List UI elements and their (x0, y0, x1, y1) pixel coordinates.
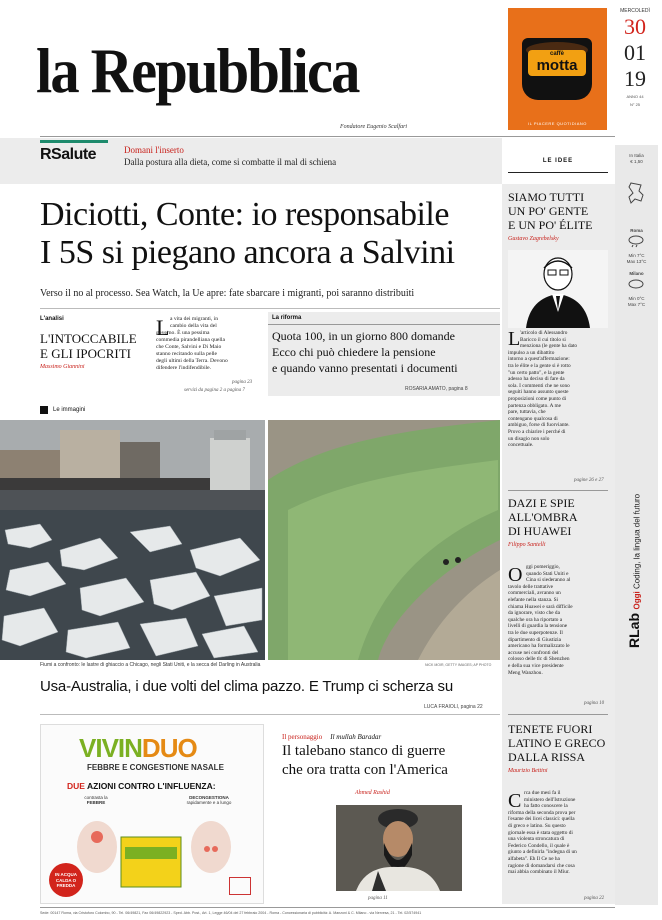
main-subhead: Verso il no al processo. Sea Watch, la Ue apre: fate sbarcare i migranti, poi saranno distribuiti (40, 288, 415, 299)
camera-icon (40, 406, 48, 414)
date-year: 19 (624, 66, 646, 91)
weather-roma-min: Min 7°C (628, 253, 645, 258)
riforma-ref[interactable]: ROSARIA AMATO, pagina 8 (405, 386, 468, 392)
vivinduo-box (121, 837, 181, 887)
riforma-title: Quota 100, in un giorno 800 domande Ecco chi può chiedere la pensione e quando vanno presentati i documenti (272, 329, 458, 375)
huawei-author: Filippo Santelli (508, 542, 546, 548)
rlab-kicker: Oggi (632, 591, 642, 610)
photo-ref[interactable]: LUCA FRAIOLI, pagina 22 (424, 704, 483, 710)
cloud-icon (615, 277, 658, 291)
rlab-promo[interactable] (620, 470, 654, 650)
photo-headline[interactable]: Usa-Australia, i due volti del clima pazzo. E Trump ci scherza su (40, 678, 453, 695)
rsalute-logo: RSalute (40, 146, 97, 163)
vivinduo-subtitle: FEBBRE E CONGESTIONE NASALE (87, 763, 224, 772)
dropcap-o: O (508, 564, 523, 586)
zagrebelsky-ref[interactable]: pagine 26 e 27 (574, 478, 604, 483)
zagrebelsky-title[interactable]: SIAMO TUTTI UN PO' GENTE E UN PO' ÉLITE (508, 190, 593, 232)
price-label: In Italia (629, 153, 644, 158)
vivinduo-logo: VIVINDUO (79, 733, 197, 763)
latino-body: rca due mesi fa il ministero dell'Istruzione ha fatto conoscere la riforma della seconda prova per l'esame dei licei classici: quella di greco e latino. Su questo giornale essa è stata oggetto di una violenta stroncatura di Federico Condello, il quale è giunto a definirla "indegna di un alfabeta". Eh Il Ce ne ha ragione di domandarsi che cosa mai abbia combinato il Miur. (508, 790, 577, 876)
main-headline[interactable] (40, 196, 505, 272)
vivinduo-claim: DUE AZIONI CONTRO L'INFLUENZA: (67, 781, 216, 791)
analysis-kicker: L'analisi (40, 316, 64, 322)
date-month: 01 (624, 40, 646, 65)
price-value: € 1,50 (630, 159, 643, 164)
weather-city-roma: Roma (630, 228, 643, 233)
vivinduo-badge: IN ACQUA CALDA O FREDDA (49, 863, 83, 897)
analysis-page-ref[interactable]: pagina 23 (232, 380, 253, 385)
coffee-label (528, 50, 586, 76)
rsalute-text: Dalla postura alla dieta, come si combatte il mal di schiena (124, 157, 337, 167)
vivinduo-ad[interactable] (40, 724, 264, 904)
weather-city-milano: Milano (629, 271, 644, 276)
personaggio-ref[interactable]: pagina 11 (368, 896, 388, 901)
masthead-title: la Repubblica (36, 36, 359, 106)
idee-header: LE IDEE (542, 158, 574, 164)
founder-line: Fondatore Eugenio Scalfari (340, 124, 408, 130)
author-portrait-illustration (508, 250, 608, 328)
rlab-logo: RLab (626, 613, 642, 648)
personaggio-title[interactable]: Il talebano stanco di guerre che ora tratta con l'America (282, 743, 448, 778)
weather-milano-max: Max 7°C (627, 302, 646, 307)
zagrebelsky-author: Gustavo Zagrebelsky (508, 236, 559, 242)
photo-caption: Fiumi a confronto: le lastre di ghiaccio a Chicago, negli Stati Uniti, e la secca del Darling in Australia (40, 662, 261, 668)
menarini-logo (229, 877, 251, 895)
huawei-body: ggi pomeriggio, quando Stati Uniti e Cina si siederanno al tavolo delle trattative commerciali, avranno un elefante nella stanza. Si chiama Huawei e sarà difficile da ignorare, visto che da qualche ora ha riportato a livelli di guardia la tensione tra le due superpotenze. Il dipartimento di Giustizia americano ha formalizzato le accuse nei confronti del colosso delle tlc di Shenzhen e della sua vice presidente Meng Wanzhou. (508, 564, 573, 676)
dropcap-l2: L (508, 328, 521, 350)
weather-roma-max: Max 13°C (626, 259, 647, 264)
coffee-brand: motta (536, 57, 578, 74)
vivinduo-left-caption: contrasta la FEBBRE (84, 795, 108, 805)
latino-author: Maurizio Bettini (508, 768, 548, 774)
rlab-text: Coding, la lingua del futuro (632, 493, 642, 590)
main-headline-line2: I 5S si piegano ancora a Salvini (40, 234, 455, 271)
cloud-rain-icon (615, 234, 658, 248)
issue-year: ANNO 44 (626, 94, 644, 99)
italy-map-icon (615, 179, 658, 209)
analysis-other-ref[interactable]: servizi da pagina 2 a pagina 7 (184, 388, 245, 393)
analysis-title[interactable]: L'INTOCCABILE E GLI IPOCRITI (40, 331, 137, 361)
photo-chicago-ice[interactable] (0, 420, 265, 660)
huawei-title[interactable]: DAZI E SPIE ALL'OMBRA DI HUAWEI (508, 496, 578, 538)
dropcap-c: C (508, 790, 522, 812)
vivinduo-right-caption: DECONGESTIONA rapidamente e a lungo (186, 795, 232, 805)
latino-title[interactable]: TENETE FUORI LATINO E GRECO DALLA RISSA (508, 722, 606, 764)
photo-credit: NICK MOIR, GETTY IMAGES; AP PHOTO (425, 663, 492, 667)
weekday: MERCOLEDÌ (620, 8, 650, 14)
face-left-illustration (77, 821, 117, 873)
coffee-ad[interactable] (508, 8, 607, 130)
coffee-brand-small: caffè (549, 51, 564, 57)
huawei-ref[interactable]: pagina 10 (584, 701, 605, 706)
coffee-tagline: IL PIACERE QUOTIDIANO (528, 121, 587, 126)
date-block (612, 8, 658, 108)
riforma-kicker: La riforma (272, 315, 302, 321)
personaggio-kicker-line: Il personaggio Il mullah Baradar (282, 733, 382, 741)
dropcap-l: L (156, 315, 170, 340)
weather-milano-min: Min 0°C (628, 296, 645, 301)
face-right-illustration (191, 821, 231, 873)
issue-number: N° 25 (629, 102, 641, 107)
analysis-body: a vita dei migranti, in cambio della vita del governo. È una pessima commedia pirandelliana quella che Conte, Salvini e Di Maio stanno recitando sulla pelle degli ultimi della Terra. Devono difendere l'indifendibile. (156, 316, 228, 371)
analysis-author: Massimo Giannini (40, 364, 85, 370)
date-day: 30 (624, 14, 646, 39)
rsalute-kicker: Domani l'inserto (124, 145, 184, 155)
photo-darling-river[interactable] (268, 420, 500, 660)
photo-mullah-baradar[interactable] (336, 805, 462, 891)
personaggio-author: Ahmed Rashid (355, 790, 390, 796)
photos-label: Le immagini (53, 407, 86, 413)
zagrebelsky-body: 'articolo di Alessandro Baricco il cui titolo si menziona (le gente ha dato impulso a un dibattito intorno a quest'affermazione: tra le élite e la gente si è rotto "un certo patto", e la gente adesso ha deciso di fare da sola. I commenti che ne sono seguiti hanno assunto queste proposizioni come punto di partenza obbligato. A me pare, tuttavia, che contengano qualcosa di ambiguo, forse di fuorviante. Provo a chiarire i perché di un disagio non solo concettuale. (508, 330, 578, 449)
main-headline-line1: Diciotti, Conte: io responsabile (40, 196, 449, 233)
latino-ref[interactable]: pagina 22 (584, 896, 605, 901)
footer-imprint: Sede: 00147 Roma, via Cristoforo Colombo, 90 - Tel. 06/49821, Fax 06/49822923 - Sped. Abb. Post., Art. 1, Legge 46/04 del 27 febbraio 2004 - Roma - Concessionaria di pubblicità: A. Manzoni & C. Milano - via Nervesa, 21 - Tel. 02/574941 (40, 911, 422, 915)
